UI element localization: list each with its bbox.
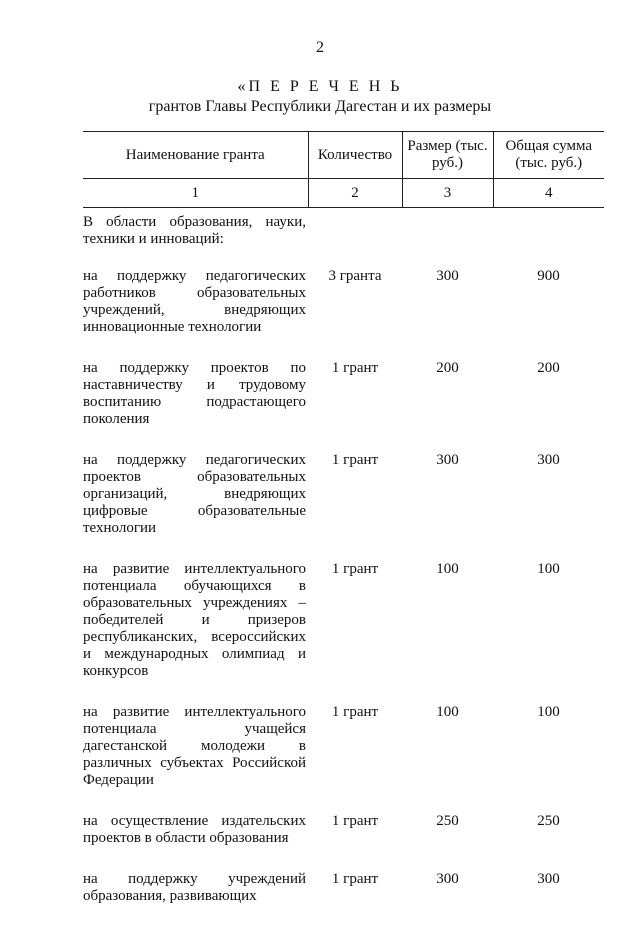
column-number-1: 1 (83, 179, 308, 208)
table-row (83, 871, 604, 929)
table-row (83, 268, 604, 360)
page-number: 2 (316, 39, 324, 56)
grant-quantity: 1 грант (331, 561, 379, 577)
section-title: В области образования, науки, техники и инноваций: (83, 214, 306, 247)
table-row (83, 561, 604, 704)
grant-total: 100 (537, 561, 560, 577)
column-number-2: 2 (308, 179, 402, 208)
grant-total: 300 (537, 452, 560, 468)
table-header-row (83, 132, 604, 179)
grant-name: на развитие интеллектуального потенциала учащейся дагестанской молодежи в различных субъектах Российской Федерации (83, 704, 306, 788)
grant-name: на поддержку учреждений образования, развивающих (83, 871, 306, 904)
grant-name: на осуществление издательских проектов в области образования (83, 813, 306, 846)
grant-quantity: 1 грант (331, 452, 379, 468)
grant-total: 250 (537, 813, 560, 829)
grant-total: 100 (537, 704, 560, 720)
header-size: Размер (тыс. руб.) (402, 132, 493, 179)
table-row (83, 813, 604, 871)
grant-quantity: 1 грант (331, 813, 379, 829)
grant-total: 900 (537, 268, 560, 284)
grant-name: на развитие интеллектуального потенциала обучающихся в образовательных учреждениях – победителей и призеров республиканских, всероссийских и международных олимпиад и конкурсов (83, 561, 306, 679)
grant-size: 100 (436, 561, 459, 577)
grant-name: на поддержку проектов по наставничеству и трудовому воспитанию подрастающего поколения (83, 360, 306, 427)
table-row (83, 452, 604, 561)
column-number-row (83, 179, 604, 208)
table-row (83, 360, 604, 452)
column-number-3: 3 (402, 179, 493, 208)
grant-size: 300 (436, 871, 459, 887)
header-quantity: Количество (308, 132, 402, 179)
grant-name: на поддержку педагогических работников образовательных учреждений, внедряющих инновационные технологии (83, 268, 306, 335)
grant-quantity: 3 гранта (328, 268, 382, 284)
document-title: «П Е Р Е Ч Е Н Ь (237, 78, 403, 95)
header-grant-name: Наименование гранта (83, 132, 308, 179)
grant-total: 200 (537, 360, 560, 376)
grant-size: 200 (436, 360, 459, 376)
grant-quantity: 1 грант (331, 360, 379, 376)
grant-size: 300 (436, 452, 459, 468)
column-number-4: 4 (493, 179, 604, 208)
grant-quantity: 1 грант (331, 871, 379, 887)
grant-size: 250 (436, 813, 459, 829)
table-row (83, 704, 604, 813)
grants-table (83, 131, 604, 929)
grant-size: 300 (436, 268, 459, 284)
grant-quantity: 1 грант (331, 704, 379, 720)
header-total: Общая сумма (тыс. руб.) (493, 132, 604, 179)
grant-size: 100 (436, 704, 459, 720)
section-row (83, 208, 604, 269)
grant-name: на поддержку педагогических проектов образовательных организаций, внедряющих цифровые образовательные технологии (83, 452, 306, 536)
document-subtitle: грантов Главы Республики Дагестан и их размеры (148, 98, 492, 115)
grant-total: 300 (537, 871, 560, 887)
